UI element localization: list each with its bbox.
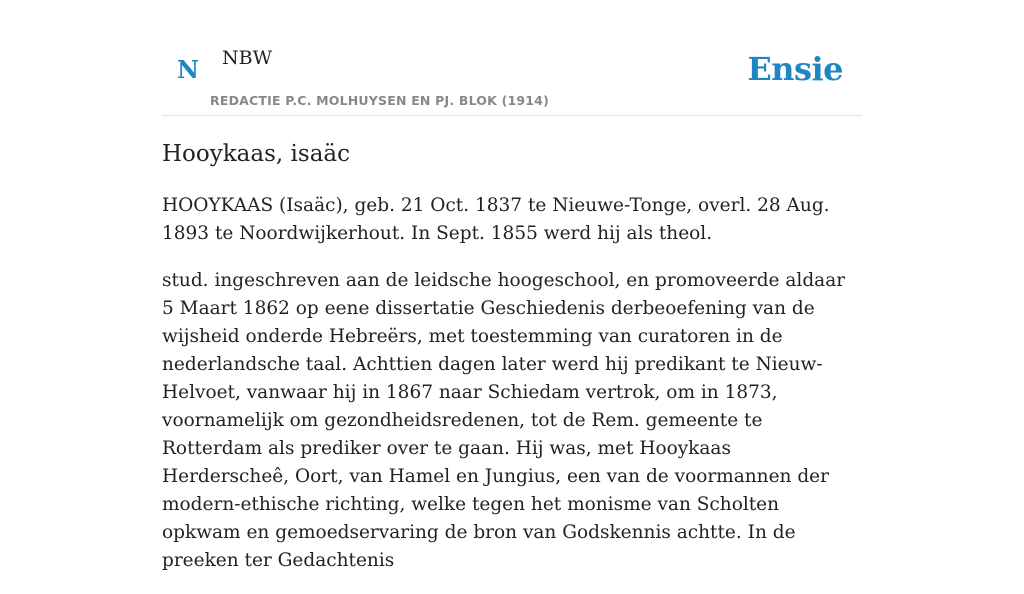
paragraph: stud. ingeschreven aan de leidsche hoogeschool, en promoveerde aldaar 5 Maart 1862 op eene dissertatie Geschiedenis derbeoefening van de wijsheid onderde Hebreërs, met toestemming van curatoren in de nederlandsche taal. Achttien dagen later werd hij predikant te Nieuw-Helvoet, vanwaar hij in 1867 naar Schiedam vertrok, om in 1873, voornamelijk om gezondheidsredenen, tot de Rem. gemeente te Rotterdam als prediker over te gaan. Hij was, met Hooykaas Herderscheê, Oort, van Hamel en Jungius, een van de voormannen der modern-ethische richting, welke tegen het monisme van Scholten opkwam en gemoedservaring de bron van Godskennis achtte. In de preeken ter Gedachtenis <box>162 270 846 571</box>
article-title: Hooykaas, isaäc <box>162 141 350 167</box>
source-logo-icon[interactable]: N <box>177 55 199 84</box>
source-subtitle: REDACTIE P.C. MOLHUYSEN EN PJ. BLOK (1914) <box>210 93 549 108</box>
brand-logo[interactable]: Ensie <box>747 50 843 88</box>
article-body <box>162 192 862 594</box>
source-name[interactable]: NBW <box>222 47 273 69</box>
paragraph: HOOYKAAS (Isaäc), geb. 21 Oct. 1837 te Nieuwe-Tonge, overl. 28 Aug. 1893 te Noordwijkerhout. In Sept. 1855 werd hij als theol. <box>162 195 830 244</box>
page <box>162 0 862 571</box>
header <box>162 0 862 116</box>
